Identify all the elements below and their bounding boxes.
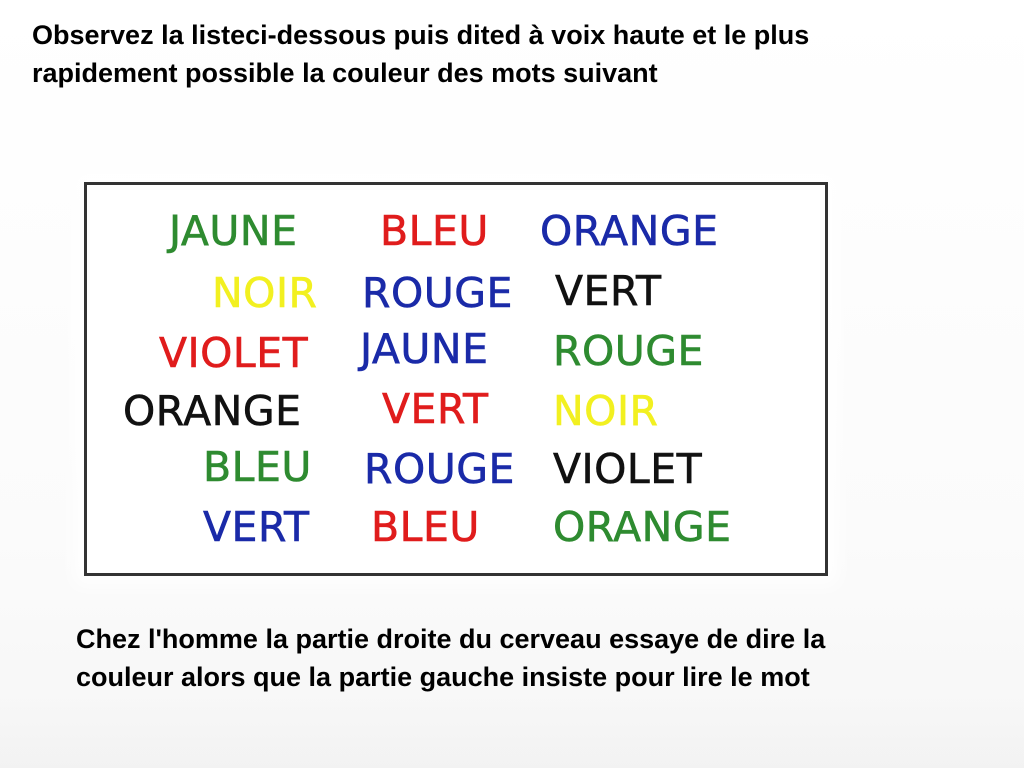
color-word: NOIR [553, 387, 659, 435]
color-word: JAUNE [169, 207, 298, 255]
footer-fade [0, 698, 1024, 768]
color-word: ROUGE [553, 327, 704, 375]
color-word: BLEU [380, 207, 489, 255]
color-word: VERT [382, 385, 489, 433]
color-word: VIOLET [553, 445, 703, 493]
color-word-grid [84, 182, 828, 576]
color-word: ROUGE [362, 269, 513, 317]
color-word: NOIR [212, 269, 318, 317]
explanation-text: Chez l'homme la partie droite du cerveau essaye de dire la couleur alors que la partie gauche insiste pour lire le mot [76, 624, 826, 692]
instruction-text: Observez la listeci-dessous puis dited à voix haute et le plus rapidement possible la couleur des mots suivant [32, 20, 810, 88]
color-word: BLEU [371, 503, 480, 551]
color-word: VERT [555, 267, 662, 315]
color-word: ORANGE [123, 387, 302, 435]
color-word: ORANGE [553, 503, 732, 551]
color-word: VIOLET [159, 329, 309, 377]
color-word: JAUNE [360, 325, 489, 373]
color-word: VERT [203, 503, 310, 551]
color-word: ROUGE [364, 445, 515, 493]
color-word: ORANGE [540, 207, 719, 255]
color-word: BLEU [203, 443, 312, 491]
